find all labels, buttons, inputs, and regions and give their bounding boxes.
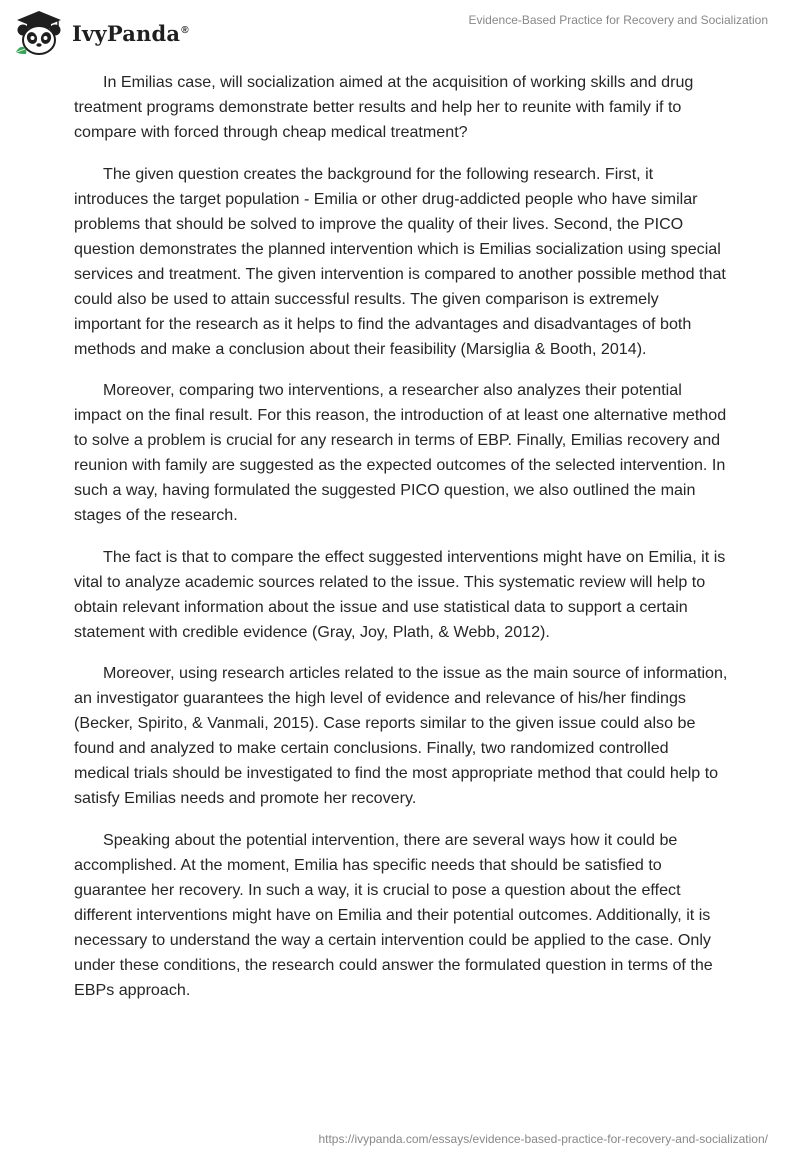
paragraph: The given question creates the background for the following research. First, it introduces the target population - Emilia or other drug-addicted people who have similar problems that should be solved to improve the quality of their lives. Second, the PICO question demonstrates the planned intervention which is Emilias socialization using special services and treatment. The given intervention is compared to another possible method that could also be used to attain successful results. The given comparison is extremely important for the research as it helps to find the advantages and disadvantages of both methods and make a conclusion about their feasibility (Marsiglia & Booth, 2014). (74, 164, 726, 358)
paragraph: Speaking about the potential intervention, there are several ways how it could be accomplished. At the moment, Emilia has specific needs that should be satisfied to guarantee her recovery. In such a way, it is crucial to pose a question about the effect different interventions might have on Emilia and their potential outcomes. Additionally, it is necessary to understand the way a certain intervention could be applied to the case. Only under these conditions, the research could answer the formulated question in terms of the EBPs approach. (74, 830, 713, 999)
logo-wordmark: IvyPanda® (72, 20, 189, 46)
essay-body (74, 70, 728, 1019)
panda-graduate-icon (14, 8, 64, 58)
paragraph: Moreover, using research articles related to the issue as the main source of information, an investigator guarantees the high level of evidence and relevance of his/her findings (Becker, Spirito, & Vanmali, 2015). Case reports similar to the given issue could also be found and analyzed to make certain conclusions. Finally, two randomized controlled medical trials should be investigated to find the most appropriate method that could help to satisfy Emilias needs and promote her recovery. (74, 664, 728, 807)
paragraph: Moreover, comparing two interventions, a researcher also analyzes their potential impact on the final result. For this reason, the introduction of at least one alternative method to solve a problem is crucial for any research in terms of EBP. Finally, Emilias recovery and reunion with family are suggested as the expected outcomes of the selected intervention. In such a way, having formulated the suggested PICO question, we also outlined the main stages of the research. (74, 381, 727, 524)
page-header (0, 0, 800, 64)
paragraph: The fact is that to compare the effect suggested interventions might have on Emilia, it is vital to analyze academic sources related to the issue. This systematic review will help to obtain relevant information about the issue and use statistical data to support a certain statement with credible evidence (Gray, Joy, Plath, & Webb, 2012). (74, 547, 726, 641)
registered-mark: ® (181, 24, 189, 36)
document-title: Evidence-Based Practice for Recovery and Socialization (468, 13, 768, 27)
paragraph: In Emilias case, will socialization aimed at the acquisition of working skills and drug treatment programs demonstrate better results and help her to reunite with family if to compare with forced through cheap medical treatment? (74, 73, 694, 141)
source-url[interactable]: https://ivypanda.com/essays/evidence-based-practice-for-recovery-and-socialization/ (318, 1132, 768, 1146)
ivypanda-logo[interactable] (14, 8, 189, 58)
